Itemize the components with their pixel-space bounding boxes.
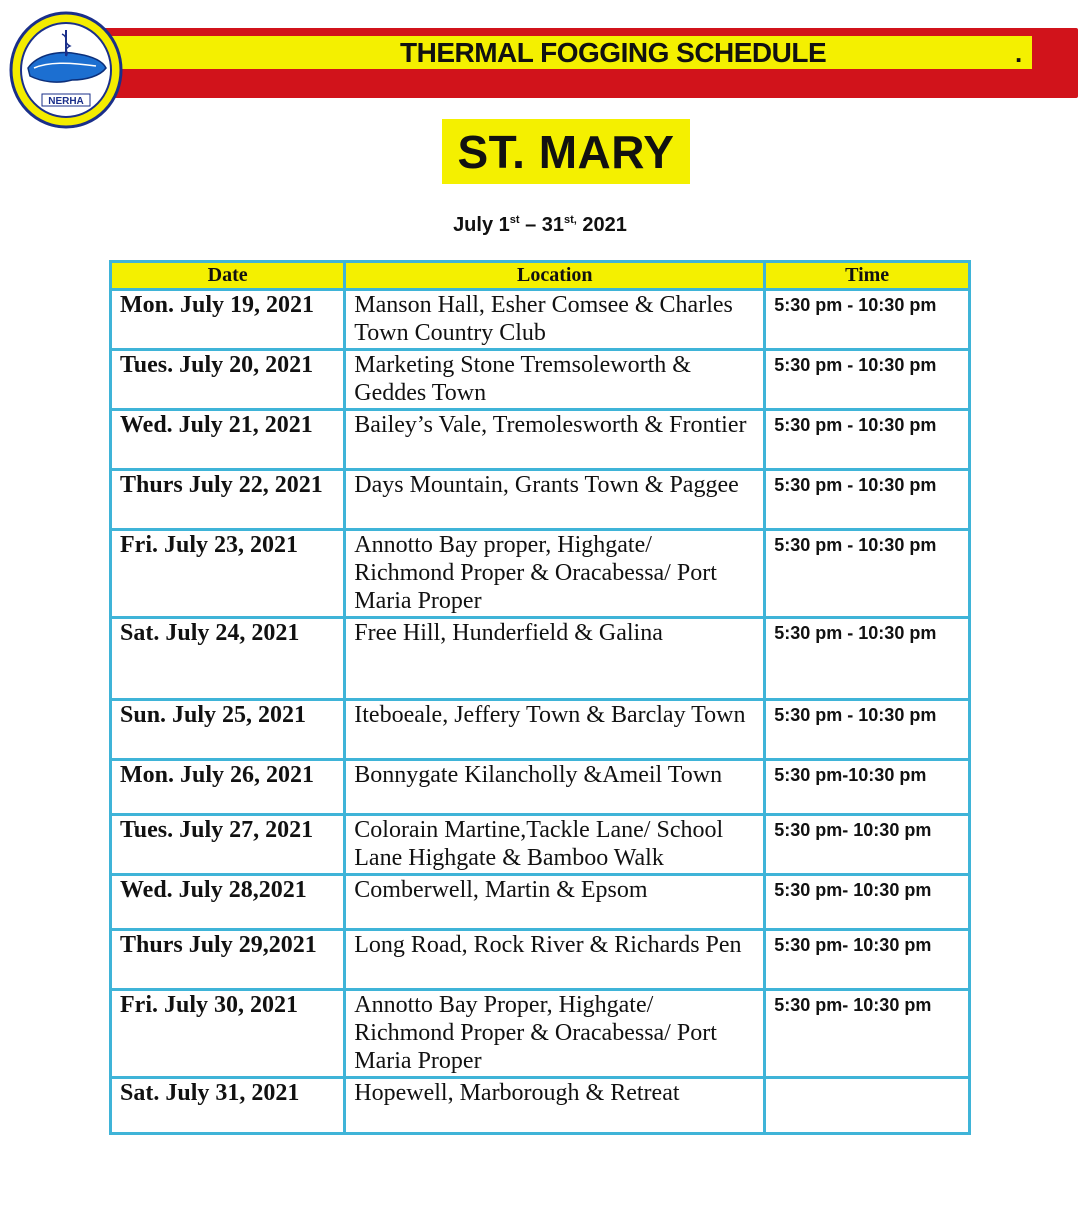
time-cell: 5:30 pm - 10:30 pm: [765, 530, 970, 618]
location-cell: Bonnygate Kilancholly &Ameil Town: [345, 760, 765, 815]
location-cell: Manson Hall, Esher Comsee & Charles Town Country Club: [345, 290, 765, 350]
table-row: [111, 290, 970, 350]
period-start: July 1: [453, 214, 510, 236]
date-cell: Fri. July 30, 2021: [111, 990, 345, 1078]
period-year: 2021: [576, 214, 627, 236]
date-cell: Tues. July 27, 2021: [111, 815, 345, 875]
location-cell: Days Mountain, Grants Town & Paggee: [345, 470, 765, 530]
fogging-schedule-table: [109, 260, 971, 1135]
table-row: [111, 618, 970, 700]
location-cell: Annotto Bay Proper, Highgate/ Richmond Proper & Oracabessa/ Port Maria Proper: [345, 990, 765, 1078]
time-cell: 5:30 pm - 10:30 pm: [765, 290, 970, 350]
date-cell: Sat. July 31, 2021: [111, 1078, 345, 1134]
time-cell: 5:30 pm - 10:30 pm: [765, 350, 970, 410]
table-row: [111, 700, 970, 760]
title-trailing-mark: .: [1015, 38, 1023, 68]
table-row: [111, 760, 970, 815]
location-cell: Hopewell, Marborough & Retreat: [345, 1078, 765, 1134]
time-cell: 5:30 pm- 10:30 pm: [765, 875, 970, 930]
date-cell: Wed. July 21, 2021: [111, 410, 345, 470]
column-header-location: Location: [345, 262, 765, 290]
time-cell: [765, 1078, 970, 1134]
table-row: [111, 470, 970, 530]
date-cell: Sun. July 25, 2021: [111, 700, 345, 760]
time-cell: 5:30 pm - 10:30 pm: [765, 618, 970, 700]
schedule-period: [0, 214, 1080, 237]
table-row: [111, 875, 970, 930]
date-cell: Mon. July 26, 2021: [111, 760, 345, 815]
column-header-date: Date: [111, 262, 345, 290]
date-cell: Thurs July 29,2021: [111, 930, 345, 990]
column-header-time: Time: [765, 262, 970, 290]
time-cell: 5:30 pm- 10:30 pm: [765, 815, 970, 875]
table-row: [111, 930, 970, 990]
parish-heading: ST. MARY: [442, 119, 690, 184]
time-cell: 5:30 pm-10:30 pm: [765, 760, 970, 815]
date-cell: Sat. July 24, 2021: [111, 618, 345, 700]
location-cell: Marketing Stone Tremsoleworth & Geddes Town: [345, 350, 765, 410]
date-cell: Mon. July 19, 2021: [111, 290, 345, 350]
location-cell: Bailey’s Vale, Tremolesworth & Frontier: [345, 410, 765, 470]
date-cell: Wed. July 28,2021: [111, 875, 345, 930]
period-start-suffix: st: [509, 214, 520, 226]
logo-text: NERHA: [48, 96, 84, 107]
table-row: [111, 990, 970, 1078]
time-cell: 5:30 pm - 10:30 pm: [765, 700, 970, 760]
table-row: [111, 350, 970, 410]
period-end-suffix: st,: [564, 214, 577, 226]
time-cell: 5:30 pm - 10:30 pm: [765, 410, 970, 470]
time-cell: 5:30 pm- 10:30 pm: [765, 990, 970, 1078]
location-cell: Comberwell, Martin & Epsom: [345, 875, 765, 930]
table-header-row: [111, 262, 970, 290]
time-cell: 5:30 pm- 10:30 pm: [765, 930, 970, 990]
table-row: [111, 530, 970, 618]
date-cell: Thurs July 22, 2021: [111, 470, 345, 530]
location-cell: Long Road, Rock River & Richards Pen: [345, 930, 765, 990]
nerha-logo-icon: [8, 10, 124, 130]
page-title: THERMAL FOGGING SCHEDULE: [400, 37, 827, 68]
period-separator: – 31: [519, 214, 565, 236]
table-row: [111, 815, 970, 875]
location-cell: Free Hill, Hunderfield & Galina: [345, 618, 765, 700]
date-cell: Fri. July 23, 2021: [111, 530, 345, 618]
location-cell: Iteboeale, Jeffery Town & Barclay Town: [345, 700, 765, 760]
table-row: [111, 410, 970, 470]
location-cell: Annotto Bay proper, Highgate/ Richmond Proper & Oracabessa/ Port Maria Proper: [345, 530, 765, 618]
table-row: [111, 1078, 970, 1134]
time-cell: 5:30 pm - 10:30 pm: [765, 470, 970, 530]
location-cell: Colorain Martine,Tackle Lane/ School Lane Highgate & Bamboo Walk: [345, 815, 765, 875]
date-cell: Tues. July 20, 2021: [111, 350, 345, 410]
